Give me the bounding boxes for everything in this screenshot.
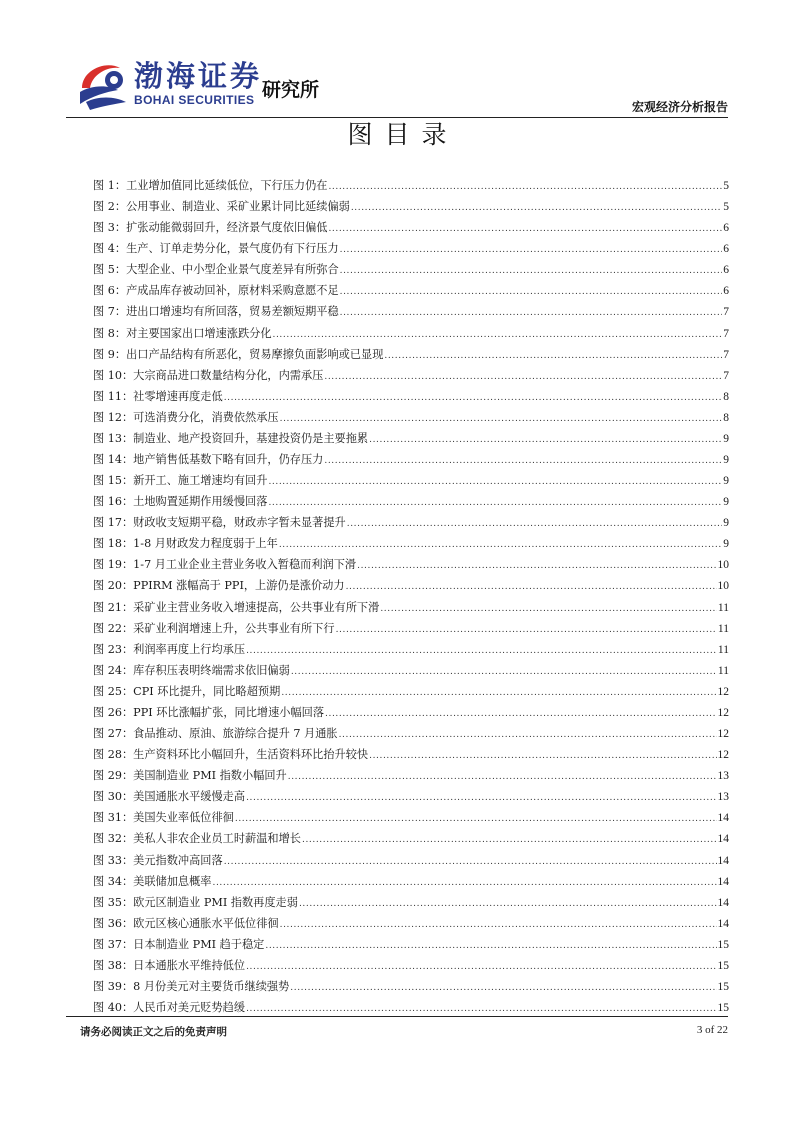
toc-dot-leader bbox=[281, 683, 716, 704]
toc-entry[interactable] bbox=[93, 280, 729, 301]
toc-entry-title bbox=[93, 491, 267, 512]
toc-page-number: 13 bbox=[717, 791, 729, 804]
toc-entry-label: 图 30： bbox=[93, 790, 134, 804]
toc-page-number: 14 bbox=[717, 875, 729, 888]
toc-entry[interactable] bbox=[93, 723, 729, 744]
toc-entry-label: 图 28： bbox=[93, 748, 134, 762]
toc-entry[interactable] bbox=[93, 491, 729, 512]
toc-entry-label: 图 21： bbox=[93, 600, 134, 614]
toc-dot-leader bbox=[268, 493, 722, 514]
toc-dot-leader bbox=[340, 240, 723, 261]
toc-entry[interactable] bbox=[93, 850, 729, 871]
toc-entry-label: 图 4： bbox=[93, 242, 127, 256]
toc-entry-text: 欧元区制造业 PMI 指数再度走弱 bbox=[133, 895, 298, 909]
footer-divider bbox=[66, 1016, 728, 1017]
toc-entry[interactable] bbox=[93, 386, 729, 407]
toc-entry-text: 对主要国家出口增速涨跌分化 bbox=[126, 326, 272, 340]
toc-entry-title bbox=[93, 934, 264, 955]
toc-page-number: 11 bbox=[717, 664, 729, 677]
toc-entry-title bbox=[93, 196, 350, 217]
toc-dot-leader bbox=[280, 915, 717, 936]
toc-entry-text: PPIRM 涨幅高于 PPI，上游仍是涨价动力 bbox=[133, 579, 345, 593]
toc-entry-title bbox=[93, 828, 301, 849]
toc-entry-title bbox=[93, 913, 279, 934]
toc-entry-title bbox=[93, 976, 289, 997]
toc-entry-title bbox=[93, 765, 287, 786]
toc-entry-text: 土地购置延期作用缓慢回落 bbox=[133, 495, 268, 509]
toc-page-number: 10 bbox=[717, 559, 729, 572]
toc-entry-label: 图 9： bbox=[93, 347, 127, 361]
toc-entry-text: 美国制造业 PMI 指数小幅回升 bbox=[133, 769, 287, 783]
toc-entry-text: 财政收支短期平稳，财政赤字暂未显著提升 bbox=[133, 516, 346, 530]
toc-page-number: 14 bbox=[717, 917, 729, 930]
toc-dot-leader bbox=[369, 430, 722, 451]
toc-entry-title bbox=[93, 786, 245, 807]
toc-page-number: 5 bbox=[723, 180, 729, 192]
toc-entry[interactable] bbox=[93, 807, 729, 828]
toc-dot-leader bbox=[328, 177, 722, 198]
toc-entry[interactable] bbox=[93, 217, 729, 238]
toc-entry[interactable] bbox=[93, 786, 729, 807]
toc-dot-leader bbox=[302, 830, 717, 851]
toc-entry-label: 图 5： bbox=[93, 263, 127, 277]
toc-entry-title bbox=[93, 892, 298, 913]
toc-entry-title bbox=[93, 217, 327, 238]
logo-english-name: BOHAI SECURITIES bbox=[134, 93, 255, 107]
toc-dot-leader bbox=[235, 809, 717, 830]
toc-dot-leader bbox=[325, 704, 716, 725]
toc-entry-text: CPI 环比提升，同比略超预期 bbox=[133, 684, 281, 698]
toc-entry-text: 出口产品结构有所恶化，贸易摩擦负面影响或已显现 bbox=[126, 347, 384, 361]
toc-dot-leader bbox=[280, 409, 723, 430]
toc-entry[interactable] bbox=[93, 301, 729, 322]
toc-dot-leader bbox=[339, 725, 717, 746]
toc-entry-text: 采矿业主营业务收入增速提高，公共事业有所下滑 bbox=[133, 600, 380, 614]
toc-page-number: 6 bbox=[723, 264, 729, 277]
toc-entry-label: 图 35： bbox=[93, 895, 134, 909]
toc-entry-title bbox=[93, 871, 212, 892]
toc-entry[interactable] bbox=[93, 407, 729, 428]
toc-page-number: 12 bbox=[717, 685, 729, 698]
toc-dot-leader bbox=[369, 746, 716, 767]
toc-entry[interactable] bbox=[93, 955, 729, 976]
toc-entry-text: 日本制造业 PMI 趋于稳定 bbox=[133, 937, 265, 951]
toc-page-number: 15 bbox=[717, 938, 729, 951]
toc-entry-text: 美私人非农企业员工时薪温和增长 bbox=[133, 832, 301, 846]
toc-entry-text: 地产销售低基数下略有回升，仍存压力 bbox=[133, 453, 324, 467]
toc-entry-text: 食品推动、原油、旅游综合提升 7 月通胀 bbox=[133, 727, 338, 741]
toc-page-number: 15 bbox=[717, 980, 729, 993]
toc-entry-title bbox=[93, 407, 279, 428]
toc-entry-text: 美联储加息概率 bbox=[133, 874, 212, 888]
toc-entry-text: 生产资料环比小幅回升，生活资料环比抬升较快 bbox=[133, 748, 369, 762]
toc-dot-leader bbox=[268, 472, 722, 493]
toc-entry-label: 图 23： bbox=[93, 642, 134, 656]
toc-entry-title bbox=[93, 280, 339, 301]
toc-entry[interactable] bbox=[93, 259, 729, 280]
logo-chinese-name: 渤海证券 bbox=[134, 59, 263, 93]
toc-page-number: 9 bbox=[723, 496, 729, 509]
toc-entry-label: 图 3： bbox=[93, 221, 127, 235]
toc-entry[interactable] bbox=[93, 449, 729, 470]
toc-entry-text: 人民币对美元贬势趋缓 bbox=[133, 1001, 246, 1015]
toc-entry-label: 图 32： bbox=[93, 832, 134, 846]
toc-entry-label: 图 40： bbox=[93, 1001, 134, 1015]
toc-dot-leader bbox=[299, 894, 717, 915]
toc-entry-label: 图 8： bbox=[93, 326, 127, 340]
toc-entry-label: 图 16： bbox=[93, 495, 134, 509]
toc-entry-label: 图 13： bbox=[93, 431, 134, 445]
toc-dot-leader bbox=[279, 535, 722, 556]
toc-entry-label: 图 37： bbox=[93, 937, 134, 951]
toc-page-number: 7 bbox=[723, 348, 729, 361]
toc-entry-label: 图 11： bbox=[93, 389, 134, 403]
toc-entry[interactable] bbox=[93, 660, 729, 681]
toc-entry-title bbox=[93, 238, 339, 259]
toc-dot-leader bbox=[246, 788, 716, 809]
toc-page-number: 7 bbox=[723, 327, 729, 340]
toc-page-number: 5 bbox=[723, 201, 729, 214]
toc-dot-leader bbox=[224, 388, 723, 409]
toc-entry-label: 图 39： bbox=[93, 979, 134, 993]
toc-page-number: 12 bbox=[717, 728, 729, 741]
toc-dot-leader bbox=[246, 957, 716, 978]
toc-entry-label: 图 17： bbox=[93, 516, 134, 530]
toc-entry-title bbox=[93, 807, 234, 828]
toc-entry[interactable] bbox=[93, 702, 729, 723]
toc-entry-text: 生产、订单走势分化，景气度仍有下行压力 bbox=[126, 242, 339, 256]
toc-entry[interactable] bbox=[93, 428, 729, 449]
toc-entry-title bbox=[93, 533, 278, 554]
toc-page-number: 9 bbox=[723, 475, 729, 488]
toc-entry-title bbox=[93, 344, 383, 365]
toc-entry-title bbox=[93, 301, 339, 322]
toc-dot-leader bbox=[380, 599, 717, 620]
toc-entry-title bbox=[93, 365, 323, 386]
toc-entry-label: 图 7： bbox=[93, 305, 127, 319]
toc-page-number: 11 bbox=[717, 622, 729, 635]
toc-entry[interactable] bbox=[93, 323, 729, 344]
toc-entry-text: 扩张动能微弱回升，经济景气度依旧偏低 bbox=[126, 221, 328, 235]
toc-page-number: 6 bbox=[723, 222, 729, 235]
toc-entry-label: 图 6： bbox=[93, 284, 127, 298]
toc-entry-text: 美元指数冲高回落 bbox=[133, 853, 223, 867]
toc-dot-leader bbox=[328, 219, 722, 240]
toc-entry-label: 图 19： bbox=[93, 558, 134, 572]
toc-dot-leader bbox=[246, 641, 717, 662]
toc-entry-title bbox=[93, 575, 345, 596]
toc-entry-label: 图 24： bbox=[93, 663, 134, 677]
toc-dot-leader bbox=[213, 873, 717, 894]
toc-entry[interactable] bbox=[93, 512, 729, 533]
toc-dot-leader bbox=[336, 620, 717, 641]
toc-entry-label: 图 34： bbox=[93, 874, 134, 888]
toc-entry-label: 图 1： bbox=[93, 179, 127, 192]
toc-dot-leader bbox=[384, 346, 722, 367]
toc-dot-leader bbox=[224, 852, 717, 873]
toc-entry-label: 图 38： bbox=[93, 958, 134, 972]
bohai-securities-logo bbox=[76, 58, 346, 110]
toc-entry[interactable] bbox=[93, 828, 729, 849]
toc-entry-title bbox=[93, 744, 368, 765]
toc-entry[interactable] bbox=[93, 554, 729, 575]
toc-page-number: 6 bbox=[723, 285, 729, 298]
toc-entry-label: 图 15： bbox=[93, 474, 134, 488]
toc-entry-label: 图 29： bbox=[93, 769, 134, 783]
report-type: 宏观经济分析报告 bbox=[631, 100, 728, 114]
toc-page-number: 7 bbox=[723, 369, 729, 382]
toc-page-number: 9 bbox=[723, 432, 729, 445]
toc-entry-text: 1-7 月工业企业主营业务收入暂稳而利润下滑 bbox=[133, 558, 357, 572]
toc-page-number: 9 bbox=[723, 454, 729, 467]
page-title: 图目录 bbox=[347, 120, 459, 149]
toc-page-number: 15 bbox=[717, 959, 729, 972]
toc-entry[interactable] bbox=[93, 934, 729, 955]
toc-entry-title bbox=[93, 323, 272, 344]
toc-entry-label: 图 14： bbox=[93, 453, 134, 467]
toc-entry-label: 图 26： bbox=[93, 705, 134, 719]
toc-entry-title bbox=[93, 723, 338, 744]
toc-page-number: 14 bbox=[717, 833, 729, 846]
toc-entry-text: 产成品库存被动回补，原材料采购意愿不足 bbox=[126, 284, 339, 298]
toc-entry[interactable] bbox=[93, 470, 729, 491]
toc-page-number: 11 bbox=[717, 643, 729, 656]
toc-dot-leader bbox=[290, 978, 716, 999]
toc-entry[interactable] bbox=[93, 533, 729, 554]
toc-entry[interactable] bbox=[93, 597, 729, 618]
footer-disclaimer: 请务必阅读正文之后的免责声明 bbox=[80, 1026, 227, 1038]
toc-entry[interactable] bbox=[93, 976, 729, 997]
toc-page-number: 14 bbox=[717, 854, 729, 867]
toc-page-number: 13 bbox=[717, 770, 729, 783]
toc-entry-text: 大宗商品进口数量结构分化，内需承压 bbox=[133, 368, 324, 382]
toc-entry-label: 图 2： bbox=[93, 200, 127, 214]
toc-entry-text: 大型企业、中小型企业景气度差异有所弥合 bbox=[126, 263, 339, 277]
toc-entry-text: 日本通胀水平维持低位 bbox=[133, 958, 246, 972]
toc-page-number: 9 bbox=[723, 538, 729, 551]
toc-entry-label: 图 18： bbox=[93, 537, 134, 551]
toc-entry[interactable] bbox=[93, 618, 729, 639]
toc-entry[interactable] bbox=[93, 744, 729, 765]
toc-entry[interactable] bbox=[93, 639, 729, 660]
toc-entry-title bbox=[93, 997, 245, 1018]
toc-entry-label: 图 31： bbox=[93, 811, 134, 825]
toc-dot-leader bbox=[351, 198, 722, 219]
toc-entry-title bbox=[93, 660, 290, 681]
toc-dot-leader bbox=[324, 367, 722, 388]
toc-dot-leader bbox=[324, 451, 722, 472]
toc-dot-leader bbox=[346, 577, 717, 598]
toc-entry-text: 采矿业利润增速上升，公共事业有所下行 bbox=[133, 621, 335, 635]
toc-entry[interactable] bbox=[93, 365, 729, 386]
toc-entry-text: 进出口增速均有所回落，贸易差额短期平稳 bbox=[126, 305, 339, 319]
toc-entry-text: 美国通胀水平缓慢走高 bbox=[133, 790, 246, 804]
toc-dot-leader bbox=[340, 261, 723, 282]
toc-entry-title bbox=[93, 470, 267, 491]
toc-entry-title bbox=[93, 850, 223, 871]
toc-page-number: 9 bbox=[723, 517, 729, 530]
toc-dot-leader bbox=[273, 325, 723, 346]
toc-entry-label: 图 20： bbox=[93, 579, 134, 593]
toc-entry-label: 图 12： bbox=[93, 410, 134, 424]
toc-page-number: 14 bbox=[717, 812, 729, 825]
toc-entry-text: 可选消费分化，消费依然承压 bbox=[133, 410, 279, 424]
toc-entry-text: 1-8 月财政发力程度弱于上年 bbox=[133, 537, 278, 551]
toc-entry-title bbox=[93, 955, 245, 976]
toc-entry-title bbox=[93, 597, 379, 618]
toc-entry-title bbox=[93, 512, 346, 533]
toc-entry-label: 图 27： bbox=[93, 727, 134, 741]
toc-entry-text: 制造业、地产投资回升，基建投资仍是主要拖累 bbox=[133, 431, 369, 445]
toc-entry-title bbox=[93, 428, 368, 449]
toc-entry-label: 图 33： bbox=[93, 853, 134, 867]
toc-page-number: 14 bbox=[717, 896, 729, 909]
toc-entry-text: 工业增加值同比延续低位，下行压力仍在 bbox=[126, 179, 328, 192]
toc-dot-leader bbox=[265, 936, 716, 957]
toc-entry[interactable] bbox=[93, 913, 729, 934]
toc-entry-title bbox=[93, 386, 223, 407]
toc-entry-text: 社零增速再度走低 bbox=[133, 389, 223, 403]
toc-dot-leader bbox=[357, 556, 716, 577]
toc-entry-title bbox=[93, 681, 280, 702]
toc-entry-title bbox=[93, 554, 356, 575]
toc-page-number: 12 bbox=[717, 749, 729, 762]
toc-page-number: 7 bbox=[723, 306, 729, 319]
toc-entry-text: 库存积压表明终端需求依旧偏弱 bbox=[133, 663, 290, 677]
toc-entry-title bbox=[93, 449, 323, 470]
toc-entry-text: 公用事业、制造业、采矿业累计同比延续偏弱 bbox=[126, 200, 350, 214]
toc-entry[interactable] bbox=[93, 997, 729, 1018]
toc-entry-text: 8 月份美元对主要货币继续强势 bbox=[133, 979, 290, 993]
toc-entry-title bbox=[93, 259, 339, 280]
toc-entry-label: 图 22： bbox=[93, 621, 134, 635]
toc-entry-text: 欧元区核心通胀水平低位徘徊 bbox=[133, 916, 279, 930]
toc-dot-leader bbox=[340, 303, 723, 324]
toc-entry-text: 利润率再度上行均承压 bbox=[133, 642, 246, 656]
toc-entry-title bbox=[93, 639, 245, 660]
toc-entry-text: 新开工、施工增速均有回升 bbox=[133, 474, 268, 488]
toc-entry[interactable] bbox=[93, 681, 729, 702]
toc-page-number: 10 bbox=[717, 580, 729, 593]
toc-page-number: 15 bbox=[717, 1002, 729, 1015]
toc-entry[interactable] bbox=[93, 871, 729, 892]
toc-entry-title bbox=[93, 618, 335, 639]
toc-entry[interactable] bbox=[93, 238, 729, 259]
toc-entry[interactable] bbox=[93, 892, 729, 913]
toc-page-number: 8 bbox=[723, 411, 729, 424]
toc-dot-leader bbox=[288, 767, 717, 788]
toc-entry[interactable] bbox=[93, 175, 729, 196]
toc-page-number: 12 bbox=[717, 706, 729, 719]
toc-entry[interactable] bbox=[93, 344, 729, 365]
bohai-logo-icon bbox=[76, 58, 130, 110]
toc-dot-leader bbox=[340, 282, 723, 303]
toc-entry-text: 美国失业率低位徘徊 bbox=[133, 811, 234, 825]
institute-label: 研究所 bbox=[262, 79, 320, 101]
toc-dot-leader bbox=[291, 662, 717, 683]
toc-entry-text: PPI 环比涨幅扩张，同比增速小幅回落 bbox=[133, 705, 325, 719]
toc-dot-leader bbox=[347, 514, 723, 535]
toc-page-number: 8 bbox=[723, 390, 729, 403]
toc-entry-label: 图 36： bbox=[93, 916, 134, 930]
toc-entry-title bbox=[93, 175, 327, 196]
toc-entry[interactable] bbox=[93, 765, 729, 786]
toc-entry-label: 图 25： bbox=[93, 684, 134, 698]
toc-entry-label: 图 10： bbox=[93, 368, 134, 382]
toc-entry[interactable] bbox=[93, 196, 729, 217]
page-indicator: 3 of 22 bbox=[696, 1024, 728, 1036]
toc-page-number: 6 bbox=[723, 243, 729, 256]
figure-list bbox=[93, 175, 729, 1018]
toc-page-number: 11 bbox=[717, 601, 729, 614]
toc-entry[interactable] bbox=[93, 575, 729, 596]
toc-entry-title bbox=[93, 702, 324, 723]
